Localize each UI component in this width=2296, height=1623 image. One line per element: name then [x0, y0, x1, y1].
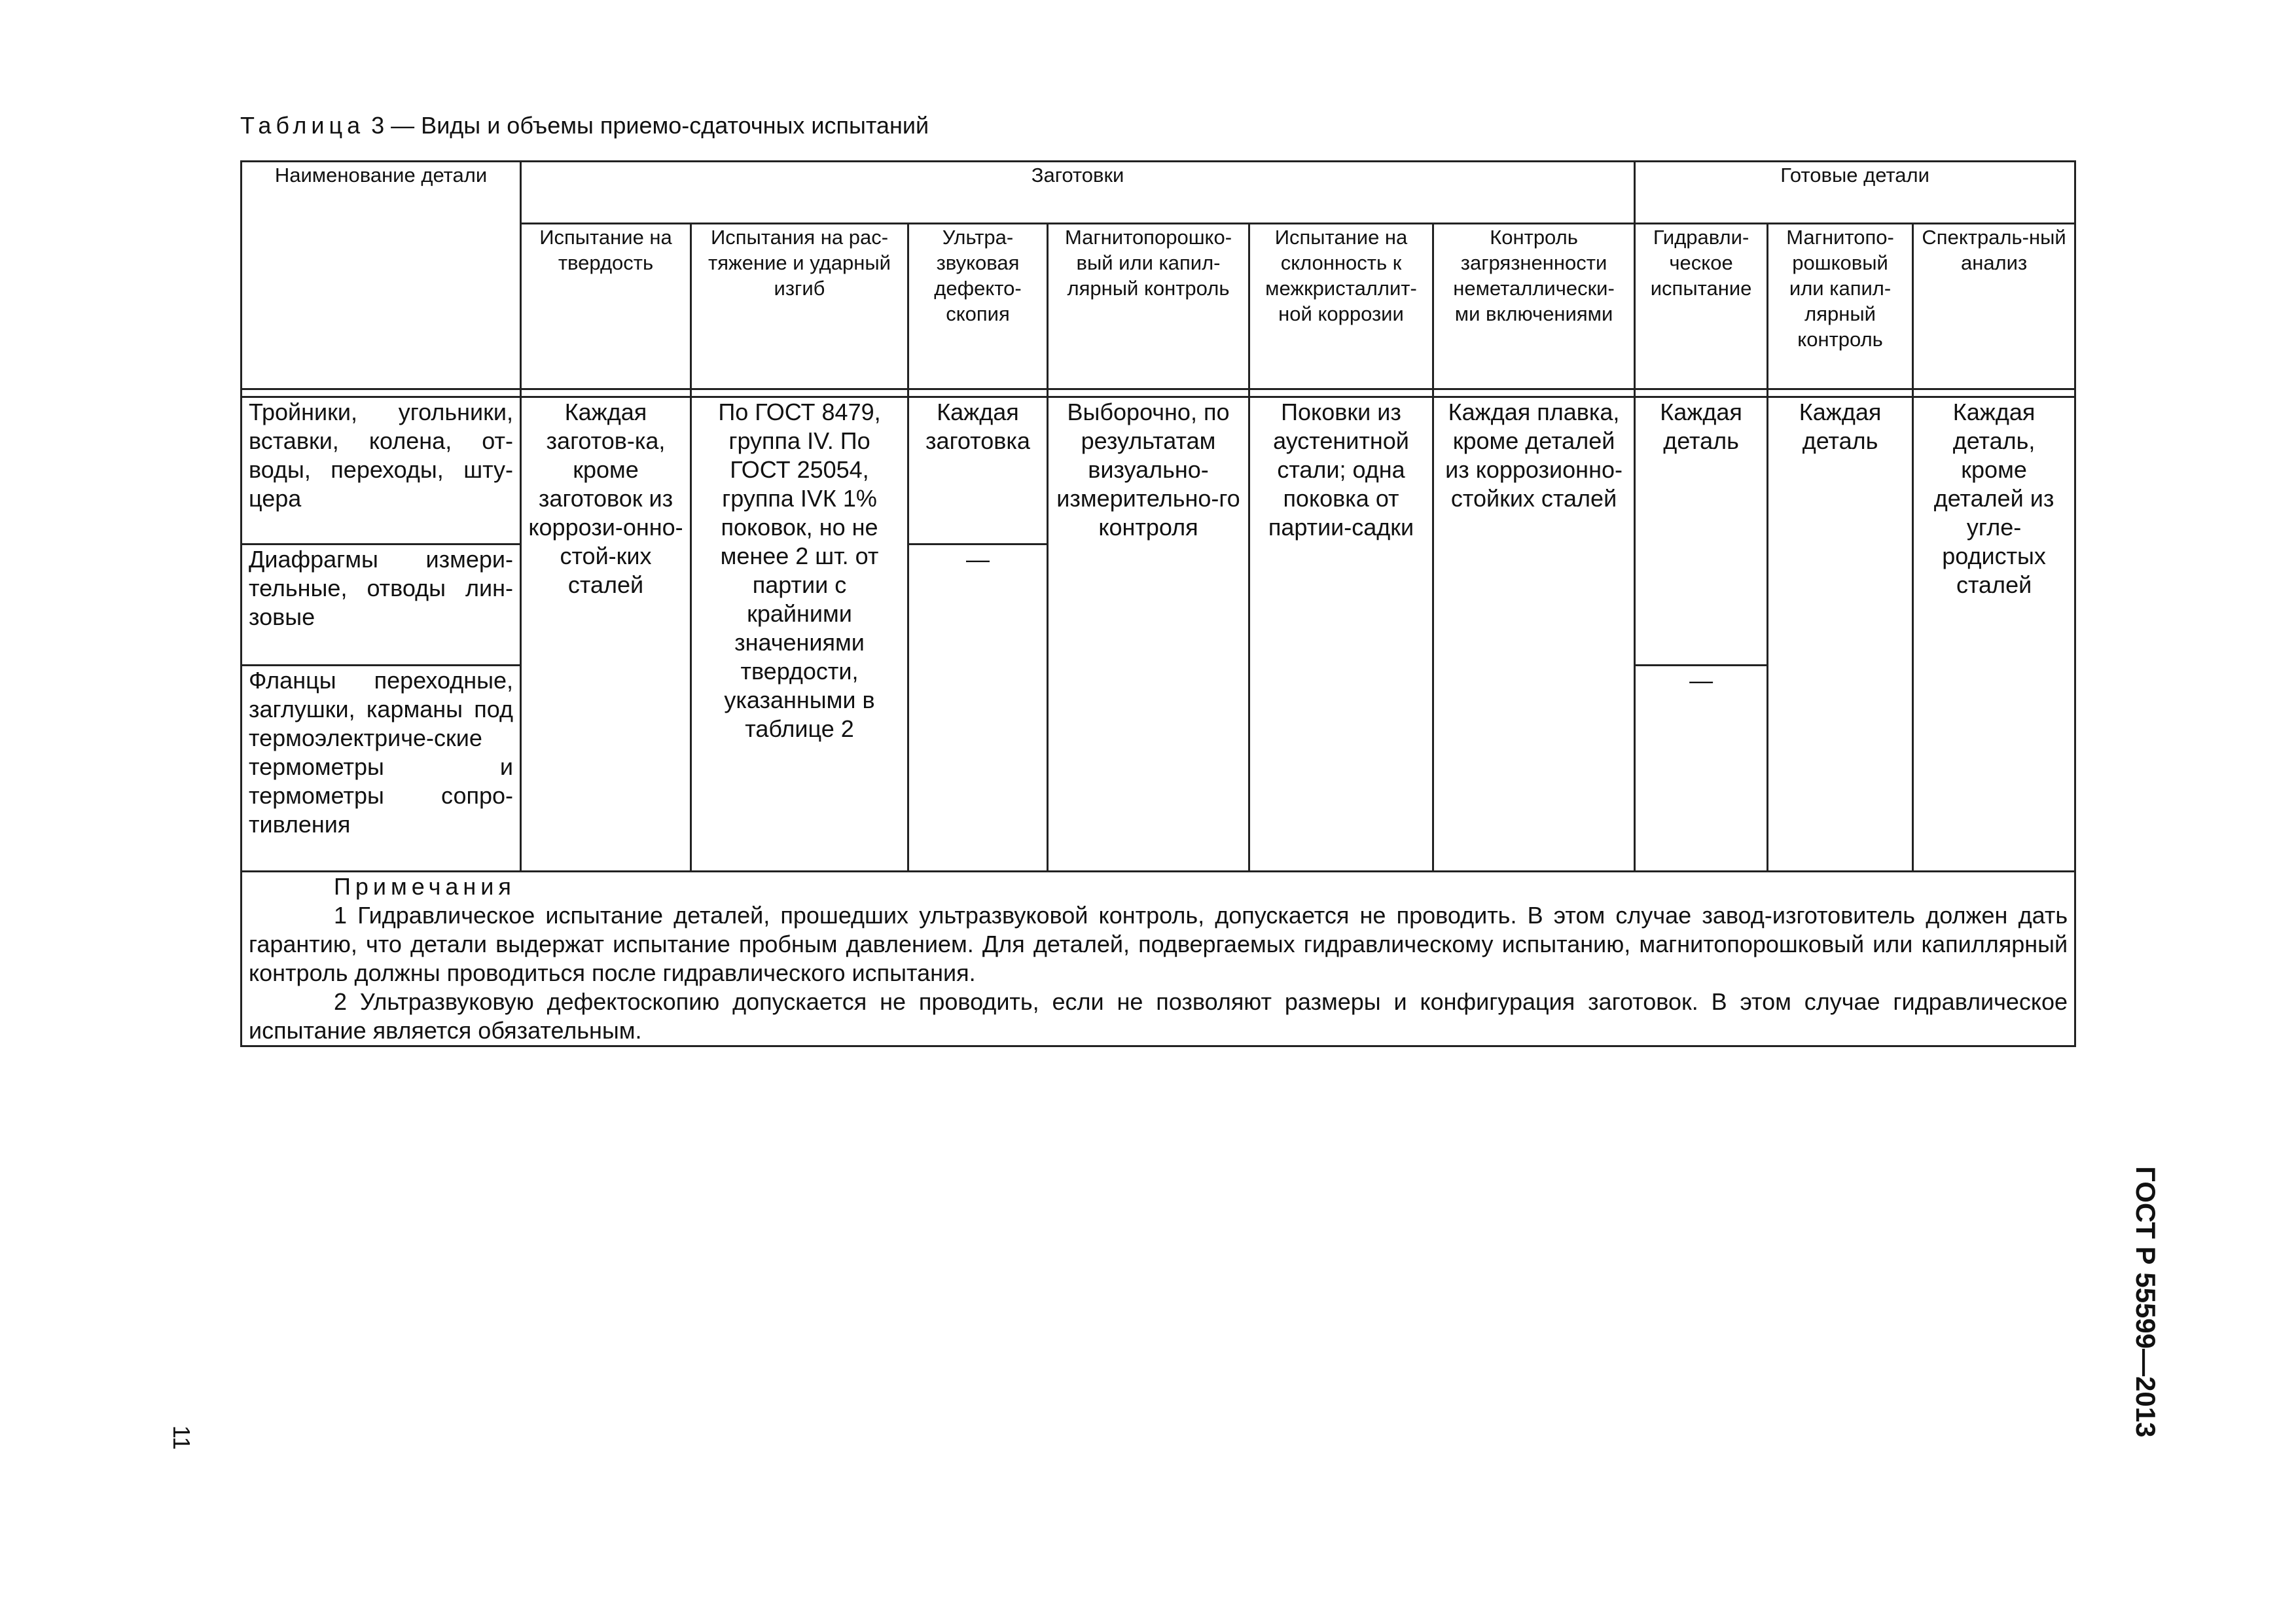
notes-row [242, 872, 2075, 1046]
header-separator [242, 389, 2075, 397]
cell-spectral: Каждая деталь, кроме деталей из угле-родистых сталей [1913, 397, 2075, 872]
cell-ultrasonic-r1: Каждая заготовка [908, 397, 1048, 544]
header-col-magnetic: Магнитопорошко-вый или капил-лярный контроль [1048, 224, 1249, 389]
header-group-blanks: Заготовки [521, 162, 1635, 224]
cell-inclusions: Каждая плавка, кроме деталей из коррозионно-стойких сталей [1433, 397, 1635, 872]
page-number: 11 [168, 1425, 195, 1450]
cell-tensile: По ГОСТ 8479, группа IV. По ГОСТ 25054, группа IVК 1% поковок, но не менее 2 шт. от партии с крайними значениями твердости, указанными в таблице 2 [691, 397, 908, 872]
header-col-hydraulic: Гидравли-ческое испытание [1635, 224, 1768, 389]
standard-identifier: ГОСТ Р 55599—2013 [2130, 1166, 2161, 1438]
row-name-diaphragms: Диафрагмы измери-тельные, отводы лин-зовые [242, 544, 521, 666]
header-part-name: Наименование детали [242, 162, 521, 389]
cell-finished-magnetic: Каждая деталь [1768, 397, 1913, 872]
note-2: 2 Ультразвуковую дефектоскопию допускается не проводить, если не позволяют размеры и конфигурация заготовок. В этом случае гидравлическое испытание является обязательным. [249, 988, 2068, 1044]
cell-hydraulic-r3: — [1635, 666, 1768, 872]
notes-title: Примечания [334, 873, 516, 900]
cell-hardness: Каждая заготов-ка, кроме заготовок из коррози-онно-стой-ких сталей [521, 397, 691, 872]
header-col-inclusions: Контроль загрязненности неметаллически-ми включениями [1433, 224, 1635, 389]
table-caption-label: Таблица [240, 112, 365, 139]
header-row-groups [242, 162, 2075, 224]
cell-hydraulic-r12: Каждая деталь [1635, 397, 1768, 666]
header-group-finished: Готовые детали [1635, 162, 2075, 224]
header-col-ultrasonic: Ультра-звуковая дефекто-скопия [908, 224, 1048, 389]
table-row [242, 397, 2075, 544]
row-name-flanges: Фланцы переходные, заглушки, карманы под термоэлектриче-ские термометры и термометры сопро-тивления [242, 666, 521, 872]
cell-ultrasonic-r23: — [908, 544, 1048, 872]
cell-magnetic: Выборочно, по результатам визуально-измерительно-го контроля [1048, 397, 1249, 872]
header-col-tensile: Испытания на рас-тяжение и ударный изгиб [691, 224, 908, 389]
header-col-hardness: Испытание на твердость [521, 224, 691, 389]
notes-cell [242, 872, 2075, 1046]
header-col-finished-magnetic: Магнитопо-рошковый или капил-лярный контроль [1768, 224, 1913, 389]
cell-corrosion: Поковки из аустенитной стали; одна поковка от партии-садки [1249, 397, 1433, 872]
header-col-corrosion: Испытание на склонность к межкристаллит-ной коррозии [1249, 224, 1433, 389]
note-1: 1 Гидравлическое испытание деталей, прошедших ультразвуковой контроль, допускается не проводить. В этом случае завод-изготовитель должен дать гарантию, что детали выдержат испытание пробным давлением. Для деталей, подвергаемых гидравлическому испытанию, магнитопорошковый или капиллярный контроль должны проводиться после гидравлического испытания. [249, 902, 2068, 986]
row-name-tees: Тройники, угольники, вставки, колена, от-воды, переходы, шту-цера [242, 397, 521, 544]
table-caption-title: 3 — Виды и объемы приемо-сдаточных испытаний [365, 112, 929, 139]
table-caption [240, 111, 929, 140]
acceptance-tests-table [240, 160, 2076, 1047]
header-col-spectral: Спектраль-ный анализ [1913, 224, 2075, 389]
